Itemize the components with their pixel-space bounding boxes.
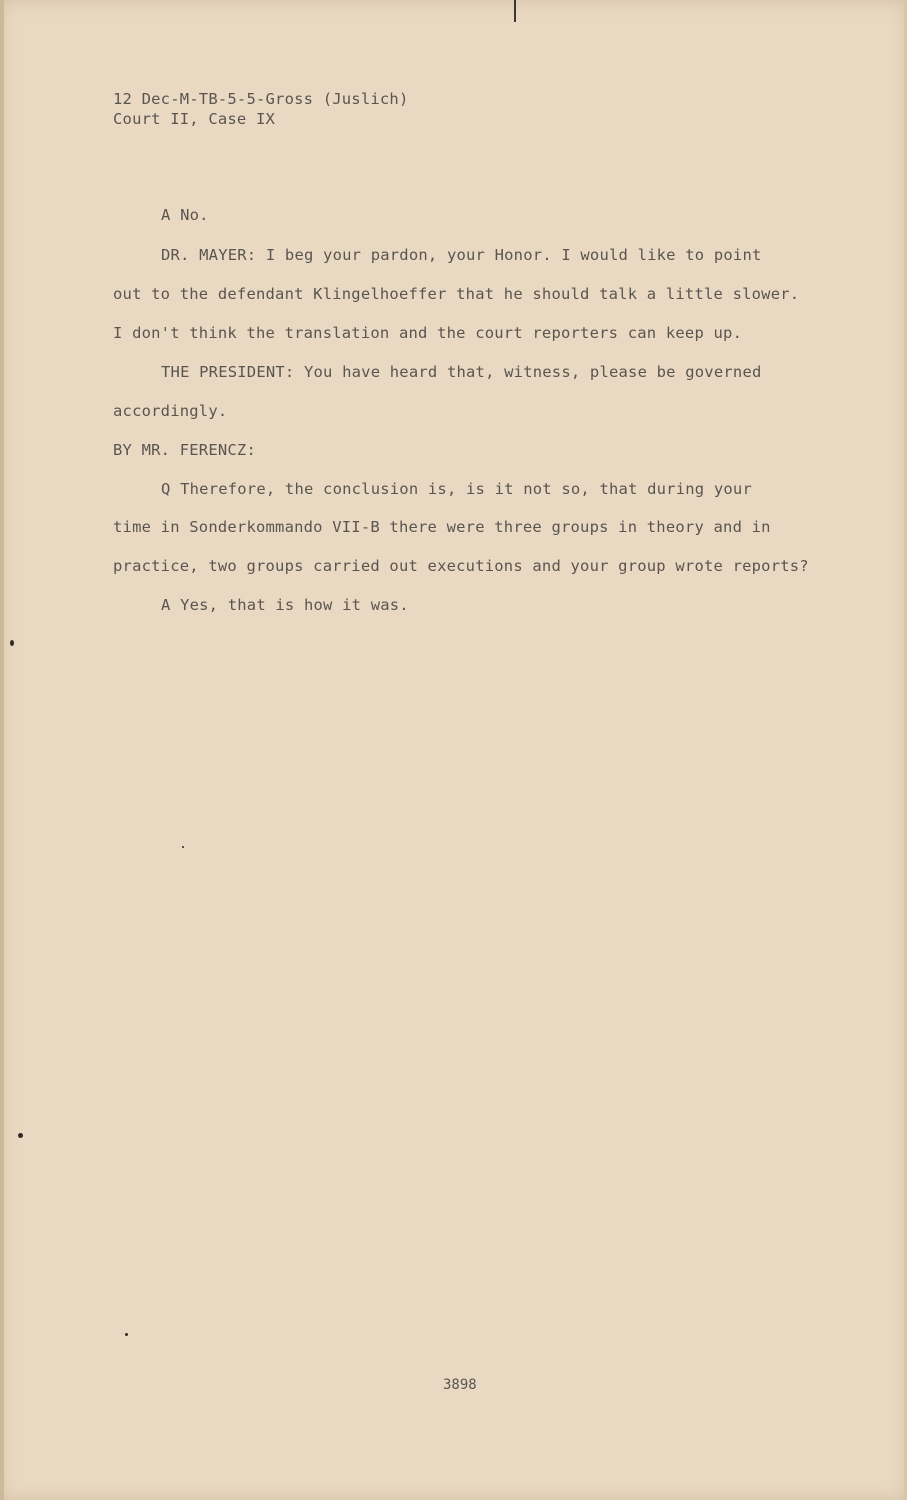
mayer-statement-line-3: I don't think the translation and the court reporters can keep up. <box>113 324 743 342</box>
answer-yes: A Yes, that is how it was. <box>161 596 409 614</box>
page-left-edge <box>0 0 4 1500</box>
examiner-heading: BY MR. FERENCZ: <box>113 441 256 459</box>
header-session-line: 12 Dec-M-TB-5-5-Gross (Juslich) <box>113 90 409 108</box>
page-number: 3898 <box>443 1377 477 1393</box>
speck-mark <box>18 1133 23 1138</box>
question-line-1: Q Therefore, the conclusion is, is it not so, that during your <box>161 480 752 498</box>
answer-no: A No. <box>161 206 209 224</box>
header-court-line: Court II, Case IX <box>113 110 276 128</box>
mayer-statement-line-1: DR. MAYER: I beg your pardon, your Honor. I would like to point <box>161 246 762 264</box>
speck-mark <box>10 640 14 646</box>
president-statement-line-1: THE PRESIDENT: You have heard that, witness, please be governed <box>161 363 762 381</box>
speck-mark <box>125 1333 128 1336</box>
mayer-statement-line-2: out to the defendant Klingelhoeffer that he should talk a little slower. <box>113 285 800 303</box>
president-statement-line-2: accordingly. <box>113 402 228 420</box>
staple-mark <box>514 0 516 22</box>
question-line-3: practice, two groups carried out executions and your group wrote reports? <box>113 557 809 575</box>
speck-mark <box>182 846 184 848</box>
question-line-2: time in Sonderkommando VII-B there were three groups in theory and in <box>113 518 771 536</box>
